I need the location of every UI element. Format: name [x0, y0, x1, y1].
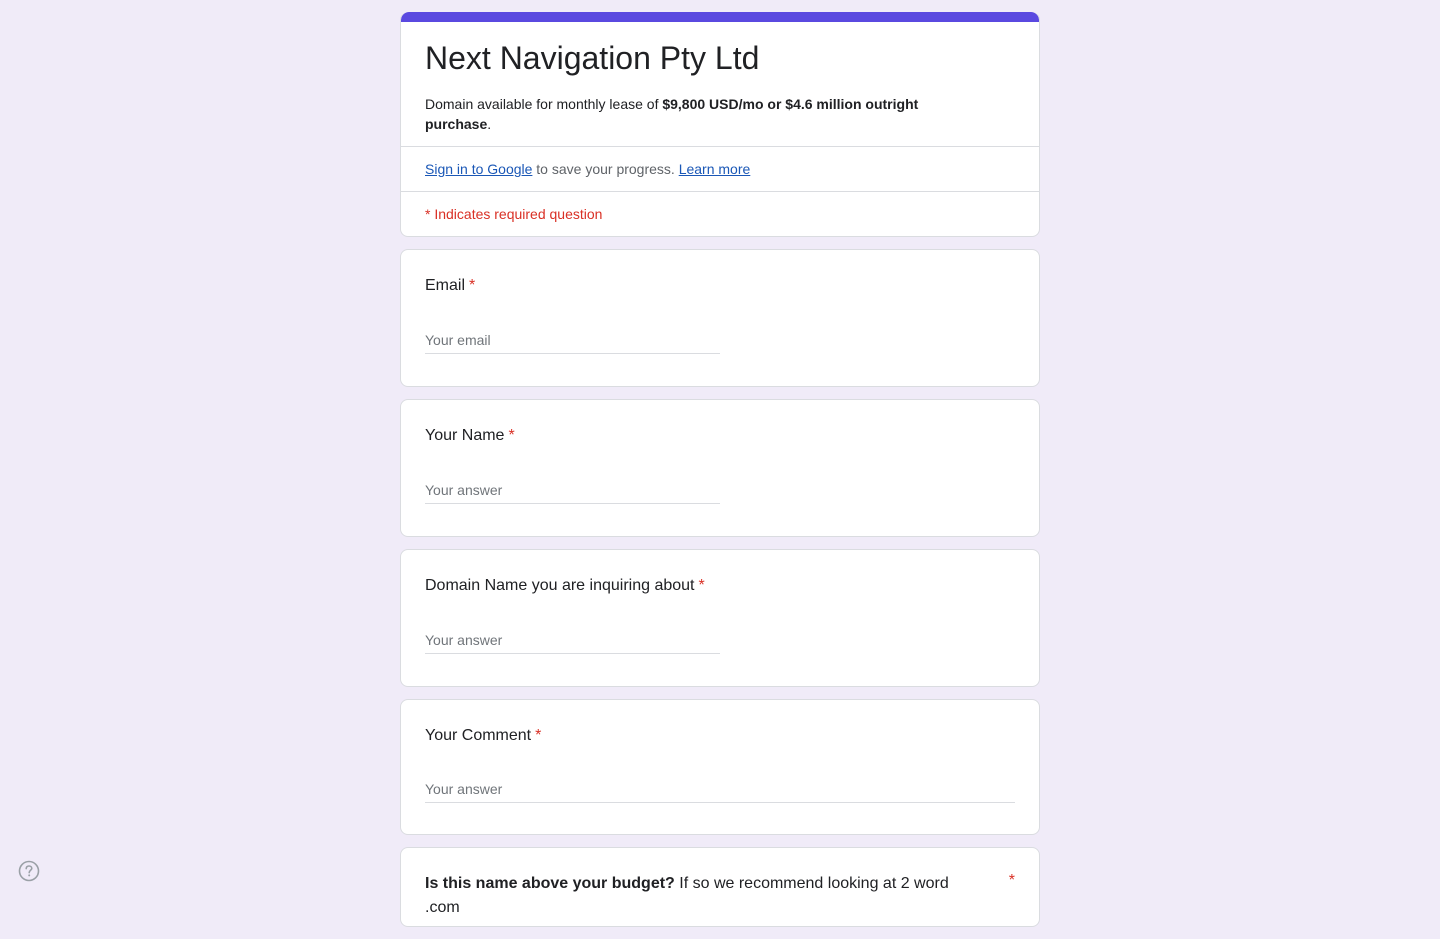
- question-your-name: [400, 399, 1040, 537]
- question-label: Domain Name you are inquiring about: [425, 577, 695, 594]
- question-domain-name: [400, 549, 1040, 687]
- form-title: Next Navigation Pty Ltd: [425, 40, 760, 76]
- question-label: Your Comment: [425, 727, 532, 744]
- budget-question-text: [425, 872, 985, 920]
- domain-name-field[interactable]: Your answer: [425, 627, 720, 654]
- save-progress-text: to save your progress.: [532, 161, 679, 177]
- required-asterisk: *: [698, 577, 705, 594]
- description-price: $9,800 USD/mo or $4.6 million outright purchase: [425, 96, 919, 132]
- required-note: * Indicates required question: [425, 206, 603, 222]
- required-asterisk: *: [1008, 872, 1015, 889]
- email-field[interactable]: Your email: [425, 327, 720, 354]
- form-header-card: [400, 12, 1040, 237]
- question-label: Your Name: [425, 427, 505, 444]
- description-suffix: .: [487, 116, 492, 132]
- required-asterisk: *: [508, 427, 515, 444]
- question-label: Email: [425, 277, 466, 294]
- sign-in-link[interactable]: Sign in to Google: [425, 161, 533, 177]
- help-icon[interactable]: [18, 860, 40, 882]
- accent-bar: [401, 12, 1039, 22]
- budget-question-bold: Is this name above your budget?: [425, 875, 675, 892]
- question-email: [400, 249, 1040, 387]
- budget-question-rest: If so we recommend looking at 2 word .com: [425, 875, 949, 916]
- name-field[interactable]: Your answer: [425, 477, 720, 504]
- form-container: [400, 12, 1040, 939]
- comment-field[interactable]: Your answer: [425, 776, 1015, 803]
- description-prefix: Domain available for monthly lease of: [425, 96, 663, 112]
- required-note-row: [401, 191, 1039, 236]
- required-asterisk: *: [469, 277, 476, 294]
- question-budget: [400, 847, 1040, 927]
- form-description: [425, 94, 925, 134]
- question-your-comment: [400, 699, 1040, 835]
- learn-more-link[interactable]: Learn more: [678, 161, 751, 177]
- required-asterisk: *: [535, 727, 542, 744]
- sign-in-row: [401, 146, 1039, 191]
